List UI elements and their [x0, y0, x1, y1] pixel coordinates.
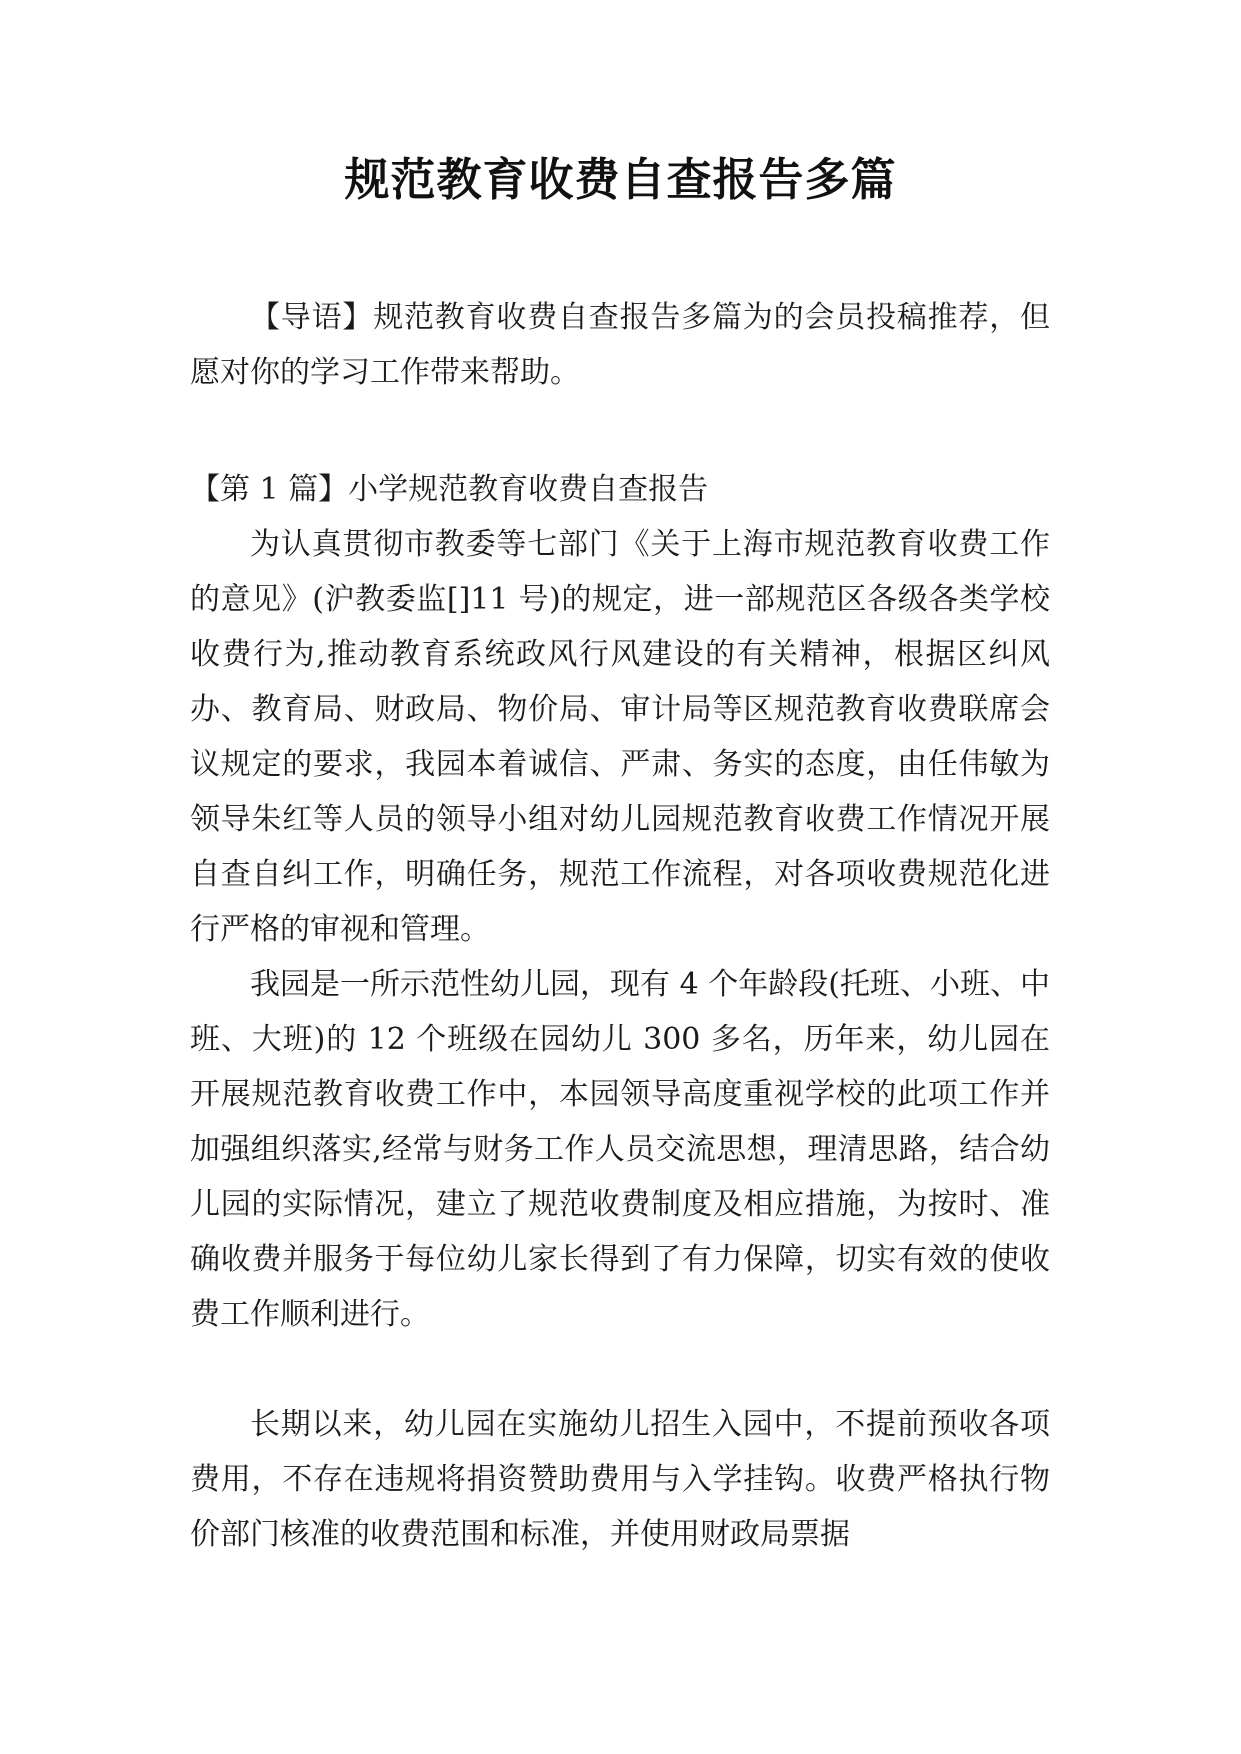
- document-title: 规范教育收费自查报告多篇: [344, 153, 897, 206]
- body-paragraph: 长期以来，幼儿园在实施幼儿招生入园中，不提前预收各项费用，不存在违规将捐资赞助费用与入学挂钩。收费严格执行物价部门核准的收费范围和标准，并使用财政局票据: [190, 1407, 1050, 1552]
- body-paragraph: 为认真贯彻市教委等七部门《关于上海市规范教育收费工作的意见》(沪教委监[]11 号)的规定，进一部规范区各级各类学校收费行为,推动教育系统政风行风建设的有关精神，根据区纠风办、教育局、财政局、物价局、审计局等区规范教育收费联席会议规定的要求，我园本着诚信、严肃、务实的态度，由任伟敏为领导朱红等人员的领导小组对幼儿园规范教育收费工作情况开展自查自纠工作，明确任务，规范工作流程，对各项收费规范化进行严格的审视和管理。: [190, 527, 1050, 947]
- body-paragraph: 我园是一所示范性幼儿园，现有 4 个年龄段(托班、小班、中班、大班)的 12 个班级在园幼儿 300 多名，历年来，幼儿园在开展规范教育收费工作中，本园领导高度重视学校的此项工作并加强组织落实,经常与财务工作人员交流思想，理清思路，结合幼儿园的实际情况，建立了规范收费制度及相应措施，为按时、准确收费并服务于每位幼儿家长得到了有力保障，切实有效的使收费工作顺利进行。: [190, 967, 1050, 1332]
- intro-paragraph: 【导语】规范教育收费自查报告多篇为的会员投稿推荐，但愿对你的学习工作带来帮助。: [190, 300, 1050, 390]
- section-heading: 【第 1 篇】小学规范教育收费自查报告: [190, 472, 709, 507]
